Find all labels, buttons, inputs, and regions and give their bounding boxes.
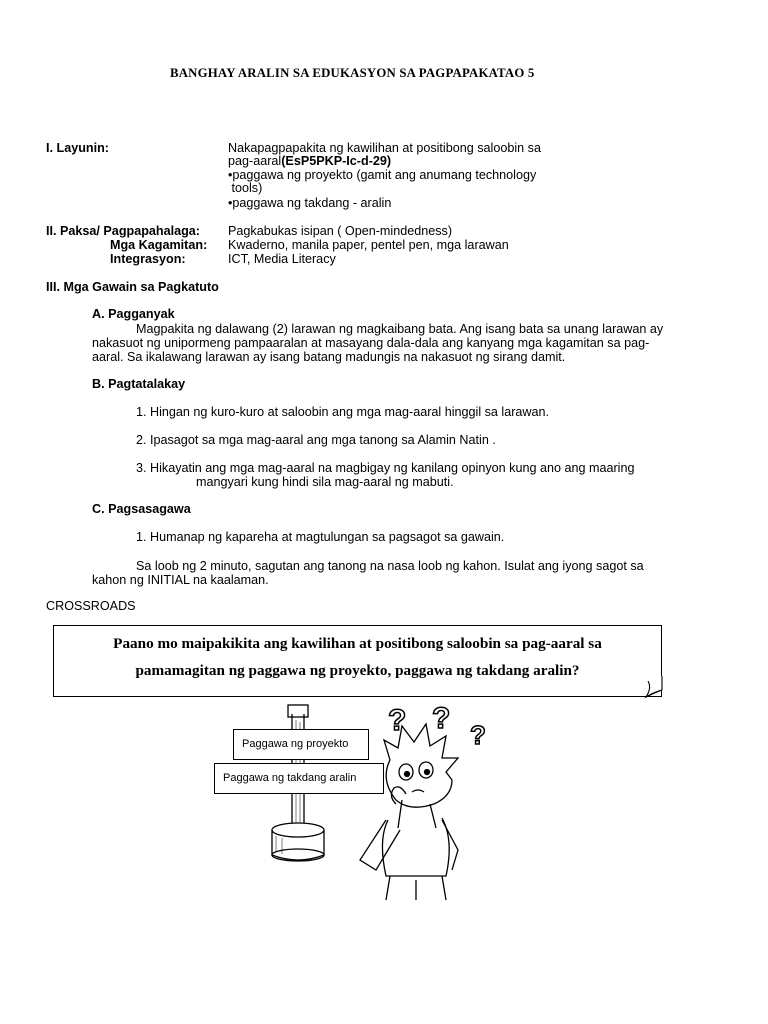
- paksa-value: Pagkabukas isipan ( Open-mindedness): [228, 224, 453, 238]
- section-b-item3a: 3. Hikayatin ang mga mag-aaral na magbigay ng kanilang opinyon kung ano ang maaring: [136, 461, 635, 475]
- question-line1: Paano mo maipakikita ang kawilihan at positibong saloobin sa pag-aaral sa: [113, 635, 602, 652]
- integrasyon-value: ICT, Media Literacy: [228, 252, 336, 266]
- section-b-item1: 1. Hingan ng kuro-kuro at saloobin ang mga mag-aaral hinggil sa larawan.: [136, 405, 550, 419]
- question-line2: pamamagitan ng paggawa ng proyekto, paggawa ng takdang aralin?: [135, 662, 580, 679]
- thinking-boy: [360, 724, 458, 900]
- section-c-line2: kahon ng INITIAL na kaalaman.: [92, 573, 269, 587]
- section-c-heading: C. Pagsasagawa: [92, 502, 191, 516]
- layunin-line2-text: pag-aaral: [228, 154, 282, 168]
- section-b-item3b: mangyari kung hindi sila mag-aaral ng mabuti.: [196, 475, 454, 489]
- section-b-item2: 2. Ipasagot sa mga mag-aaral ang mga tanong sa Alamin Natin .: [136, 433, 496, 447]
- question-box: [53, 625, 662, 697]
- layunin-code: (EsP5PKP-Ic-d-29): [281, 154, 392, 168]
- layunin-line2: [228, 154, 391, 168]
- question-mark-3: ?: [470, 720, 486, 750]
- layunin-label: I. Layunin:: [46, 141, 109, 155]
- section-c-line1: Sa loob ng 2 minuto, sagutan ang tanong na nasa loob ng kahon. Isulat ang iyong sagot sa: [136, 559, 644, 573]
- kagamitan-label: Mga Kagamitan:: [110, 238, 208, 252]
- layunin-bullet1b: tools): [228, 181, 263, 195]
- layunin-line1: Nakapagpapakita ng kawilihan at positibong saloobin sa: [228, 141, 541, 155]
- section-a-line3: aaral. Sa ikalawang larawan ay isang batang madungis na nakasuot ng sirang damit.: [92, 350, 566, 364]
- question-mark-1: ?: [388, 704, 407, 737]
- integrasyon-label: Integrasyon:: [110, 252, 186, 266]
- sign-proyekto: Paggawa ng proyekto: [233, 729, 369, 760]
- crossroads-label: CROSSROADS: [46, 599, 136, 613]
- page-curl-icon: [640, 676, 668, 702]
- paksa-label: II. Paksa/ Pagpapahalaga:: [46, 224, 200, 238]
- page-title: BANGHAY ARALIN SA EDUKASYON SA PAGPAPAKATAO 5: [170, 66, 535, 80]
- kagamitan-value: Kwaderno, manila paper, pentel pen, mga larawan: [228, 238, 509, 252]
- section-b-heading: B. Pagtatalakay: [92, 377, 186, 391]
- layunin-bullet1a: •paggawa ng proyekto (gamit ang anumang technology: [228, 168, 537, 182]
- sign-takdang-aralin: Paggawa ng takdang aralin: [214, 763, 384, 794]
- question-mark-2: ?: [432, 702, 451, 735]
- section-a-heading: A. Pagganyak: [92, 307, 175, 321]
- layunin-bullet2: •paggawa ng takdang - aralin: [228, 196, 392, 210]
- section-a-line1: Magpakita ng dalawang (2) larawan ng magkaibang bata. Ang isang bata sa unang larawan ay: [136, 322, 664, 336]
- section-a-line2: nakasuot ng unipormeng pampaaralan at masayang dala-dala ang kanyang mga kagamitan sa pag-: [92, 336, 650, 350]
- section-c-item1: 1. Humanap ng kapareha at magtulungan sa pagsagot sa gawain.: [136, 530, 505, 544]
- gawain-label: III. Mga Gawain sa Pagkatuto: [46, 280, 219, 294]
